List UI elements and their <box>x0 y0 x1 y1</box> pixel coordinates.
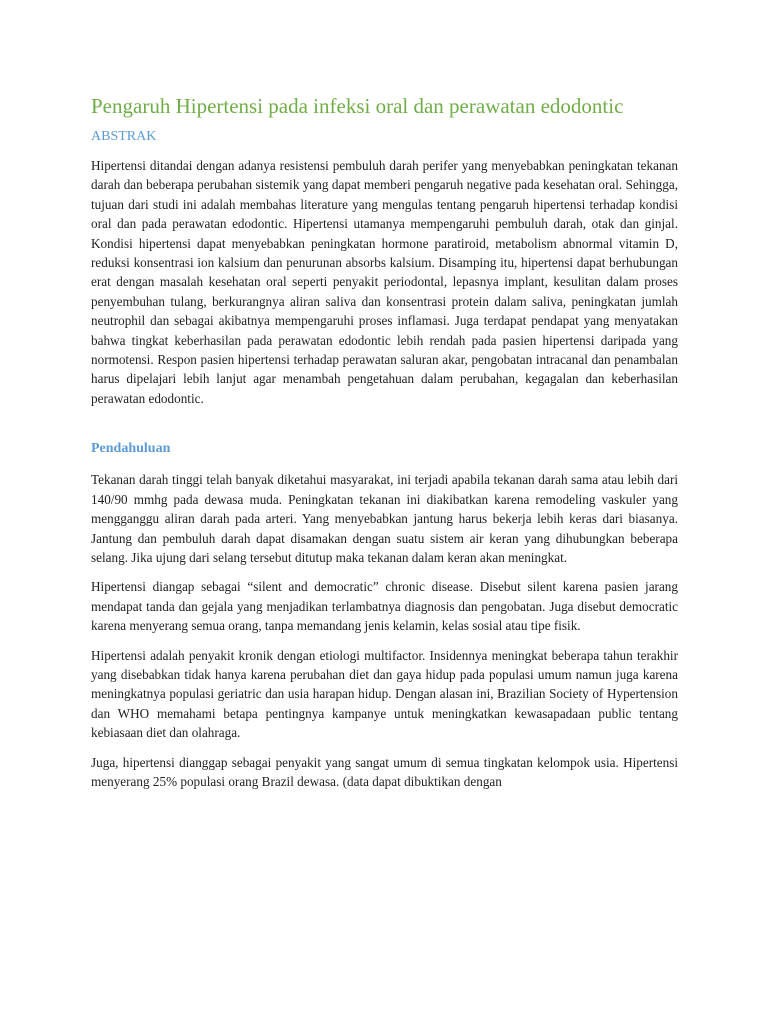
intro-paragraph-3: Hipertensi adalah penyakit kronik dengan etiologi multifactor. Insidennya meningkat beberapa tahun terakhir yang disebabkan tidak hanya karena perubahan diet dan gaya hidup pada populasi umum namun juga karena meningkatnya populasi geriatric dan usia harapan hidup. Dengan alasan ini, Brazilian Society of Hypertension dan WHO memahami betapa pentingnya kampanye untuk meningkatkan kewasapadaan public tentang kebiasaan diet dan olahraga. <box>91 647 678 741</box>
intro-paragraph-4: Juga, hipertensi dianggap sebagai penyakit yang sangat umum di semua tingkatan kelompok usia. Hipertensi menyerang 25% populasi orang Brazil dewasa. (data dapat dibuktikan dengan <box>91 754 678 789</box>
intro-heading: Pendahuluan <box>91 441 171 457</box>
intro-paragraph-1: Tekanan darah tinggi telah banyak diketahui masyarakat, ini terjadi apabila tekanan darah sama atau lebih dari 140/90 mmhg pada dewasa muda. Peningkatan tekanan ini diakibatkan karena remodeling vaskuler yang mengganggu aliran darah pada arteri. Yang menyebabkan jantung harus bekerja lebih keras dari biasanya. Jantung dan pembuluh darah dapat disamakan dengan suatu sistem air keran yang dihubungkan beberapa selang. Jika ujung dari selang tersebut ditutup maka tekanan dalam keran akan meningkat. <box>91 472 678 565</box>
document-page <box>91 92 678 801</box>
abstract-heading: ABSTRAK <box>91 129 157 144</box>
document-title: Pengaruh Hipertensi pada infeksi oral dan perawatan edodontic <box>91 94 624 118</box>
intro-paragraph-2: Hipertensi diangap sebagai “silent and democratic” chronic disease. Disebut silent karena pasien jarang mendapat tanda dan gejala yang menjadikan terlambatnya diagnosis dan pengobatan. Juga disebut democratic karena menyerang semua orang, tanpa memandang jenis kelamin, kelas sosial atau tipe fisik. <box>91 579 678 634</box>
abstract-paragraph: Hipertensi ditandai dengan adanya resistensi pembuluh darah perifer yang menyebabkan peningkatan tekanan darah dan beberapa perubahan sistemik yang dapat memberi pengaruh negative pada kesehatan oral. Sehingga, tujuan dari studi ini adalah membahas literature yang mengulas tentang pengaruh hipertensi terhadap kondisi oral dan pada perawatan edodontic. Hipertensi utamanya mempengaruhi pembuluh darah, otak dan ginjal. Kondisi hipertensi dapat menyebabkan peningkatan hormone paratiroid, metabolism abnormal vitamin D, reduksi konsentrasi ion kalsium dan penurunan absorbs kalsium. Disamping itu, hipertensi dapat berhubungan erat dengan masalah kesehatan oral seperti penyakit periodontal, lepasnya implant, kesulitan dalam proses penyembuhan tulang, berkurangnya aliran saliva dan konsentrasi protein dalam saliva, peningkatan jumlah neutrophil dan sebagai akibatnya mempengaruhi proses inflamasi. Juga terdapat pendapat yang menyatakan bahwa tingkat keberhasilan pada perawatan edodontic lebih rendah pada pasien hipertensi daripada yang normotensi. Respon pasien hipertensi terhadap perawatan saluran akar, pengobatan intracanal dan penambalan harus dipelajari lebih lanjut agar menambah pengetahuan dalam perubahan, kegagalan dan keberhasilan perawatan edodontic. <box>91 158 678 406</box>
